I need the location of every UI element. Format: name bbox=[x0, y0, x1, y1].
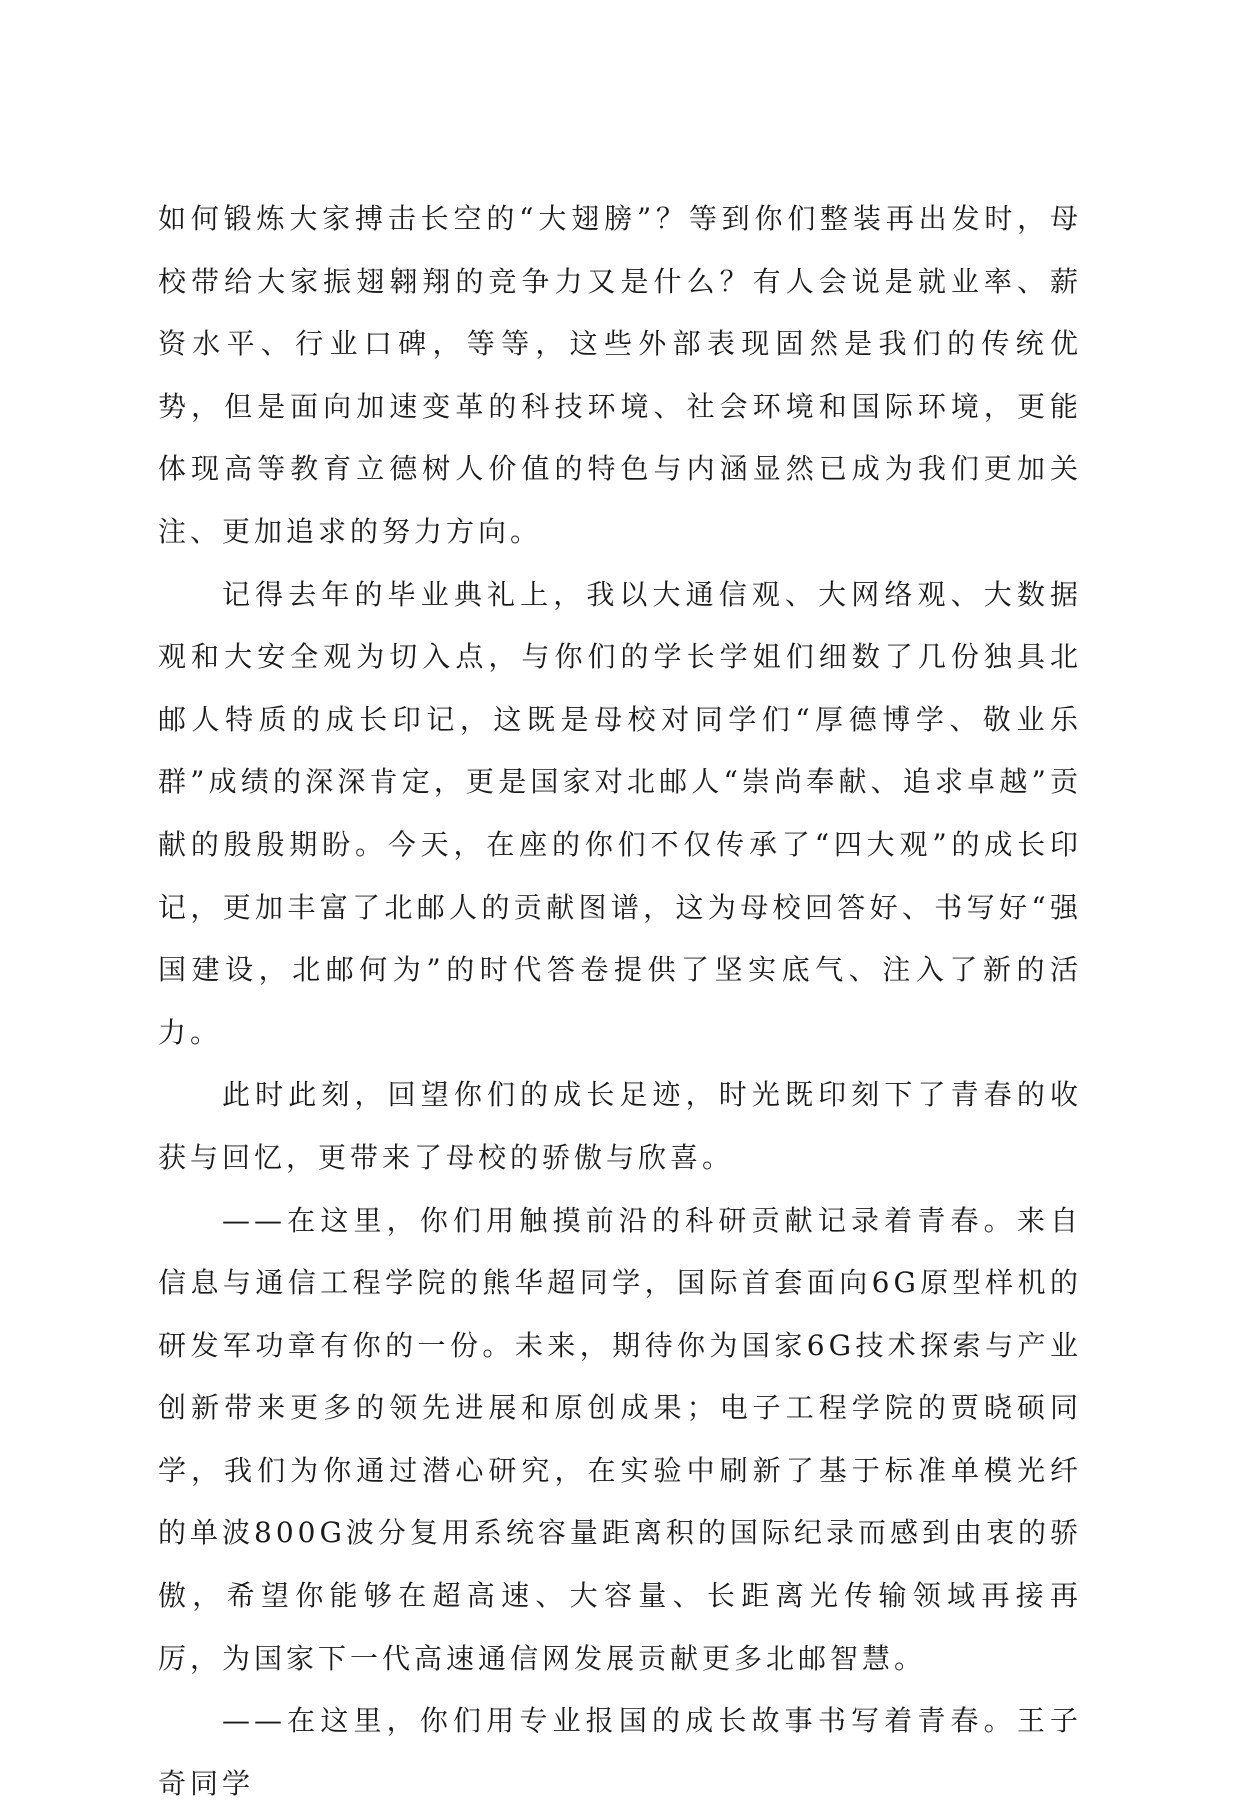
document-body bbox=[158, 188, 1082, 1815]
paragraph-3: 此时此刻，回望你们的成长足迹，时光既印刻下了青春的收获与回忆，更带来了母校的骄傲与欣喜。 bbox=[158, 1078, 1082, 1174]
paragraph-1: 如何锻炼大家搏击长空的“大翅膀”？等到你们整装再出发时，母校带给大家振翅翱翔的竞争力又是什么？有人会说是就业率、薪资水平、行业口碑，等等，这些外部表现固然是我们的传统优势，但是面向加速变革的科技环境、社会环境和国际环境，更能体现高等教育立德树人价值的特色与内涵显然已成为我们更加关注、更加追求的努力方向。 bbox=[158, 202, 1082, 548]
paragraph-4: ——在这里，你们用触摸前沿的科研贡献记录着青春。来自信息与通信工程学院的熊华超同学，国际首套面向6G原型样机的研发军功章有你的一份。未来，期待你为国家6G技术探索与产业创新带来更多的领先进展和原创成果；电子工程学院的贾晓硕同学，我们为你通过潜心研究，在实验中刷新了基于标准单模光纤的单波800G波分复用系统容量距离积的国际纪录而感到由衷的骄傲，希望你能够在超高速、大容量、长距离光传输领域再接再厉，为国家下一代高速通信网发展贡献更多北邮智慧。 bbox=[158, 1203, 1082, 1675]
paragraph-2: 记得去年的毕业典礼上，我以大通信观、大网络观、大数据观和大安全观为切入点，与你们的学长学姐们细数了几份独具北邮人特质的成长印记，这既是母校对同学们“厚德博学、敬业乐群”成绩的深深肯定，更是国家对北邮人“崇尚奉献、追求卓越”贡献的殷殷期盼。今天，在座的你们不仅传承了“四大观”的成长印记，更加丰富了北邮人的贡献图谱，这为母校回答好、书写好“强国建设，北邮何为”的时代答卷提供了坚实底气、注入了新的活力。 bbox=[158, 577, 1082, 1049]
paragraph-5: ——在这里，你们用专业报国的成长故事书写着青春。王子奇同学 bbox=[158, 1704, 1082, 1800]
